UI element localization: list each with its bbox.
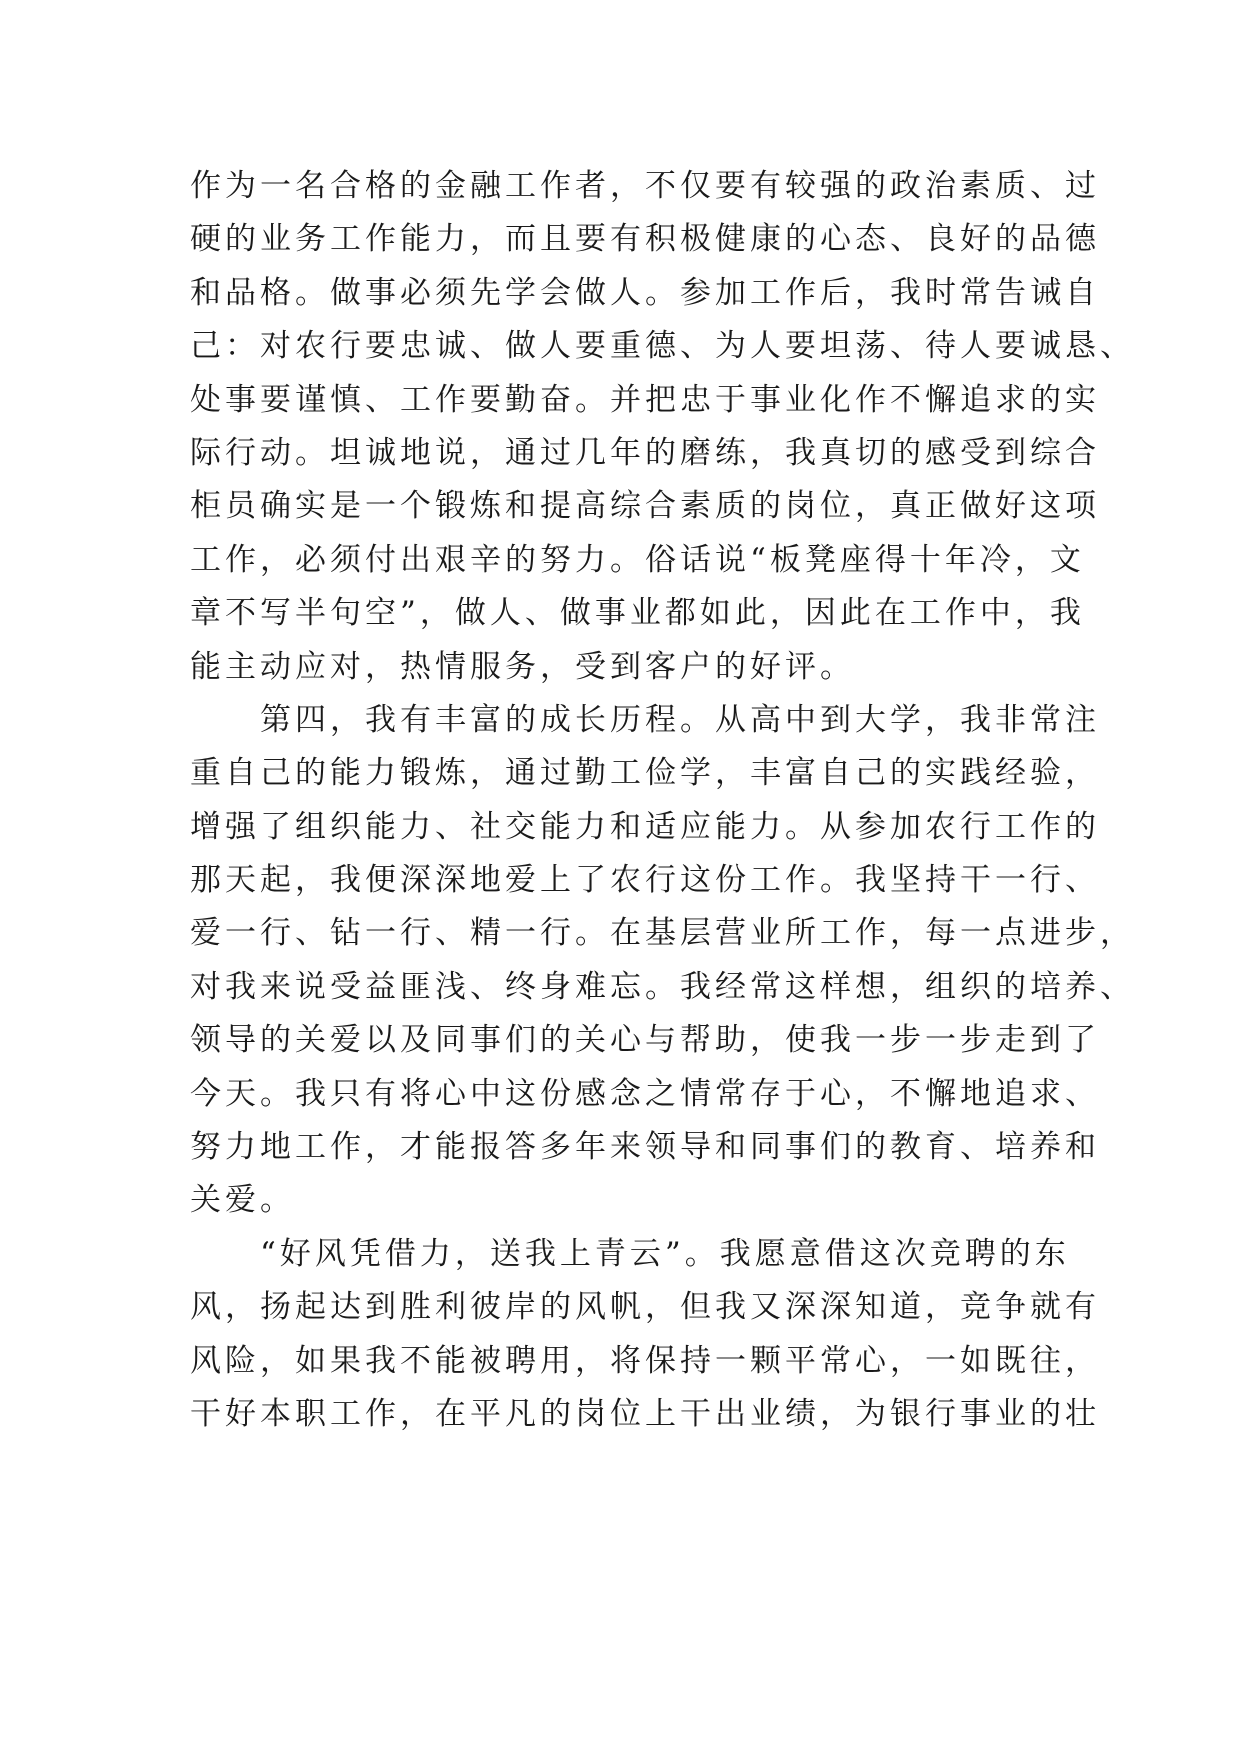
text-line: 和品格。做事必须先学会做人。参加工作后，我时常告诫自 bbox=[190, 274, 1100, 311]
text-line: 第四，我有丰富的成长历程。从高中到大学，我非常注 bbox=[190, 701, 1100, 738]
text-line: 己：对农行要忠诚、做人要重德、为人要坦荡、待人要诚恳、 bbox=[190, 328, 1135, 365]
text-line: 干好本职工作，在平凡的岗位上干出业绩，为银行事业的壮 bbox=[190, 1395, 1100, 1432]
text-line: 硬的业务工作能力，而且要有积极健康的心态、良好的品德 bbox=[190, 221, 1100, 258]
text-line: 工作，必须付出艰辛的努力。俗话说“板凳座得十年冷，文 bbox=[190, 541, 1085, 578]
text-line: 章不写半句空”，做人、做事业都如此，因此在工作中，我 bbox=[190, 595, 1085, 632]
text-line: 能主动应对，热情服务，受到客户的好评。 bbox=[190, 648, 855, 685]
text-line: 爱一行、钻一行、精一行。在基层营业所工作，每一点进步， bbox=[190, 915, 1135, 952]
text-line: 际行动。坦诚地说，通过几年的磨练，我真切的感受到综合 bbox=[190, 434, 1100, 471]
text-line: 努力地工作，才能报答多年来领导和同事们的教育、培养和 bbox=[190, 1129, 1100, 1166]
text-line: 风，扬起达到胜利彼岸的风帆，但我又深深知道，竞争就有 bbox=[190, 1289, 1100, 1326]
text-line: 对我来说受益匪浅、终身难忘。我经常这样想，组织的培养、 bbox=[190, 968, 1135, 1005]
text-line: “好风凭借力，送我上青云”。我愿意借这次竞聘的东 bbox=[190, 1235, 1070, 1272]
text-line: 重自己的能力锻炼，通过勤工俭学，丰富自己的实践经验， bbox=[190, 755, 1100, 792]
text-line: 增强了组织能力、社交能力和适应能力。从参加农行工作的 bbox=[190, 808, 1100, 845]
text-line: 今天。我只有将心中这份感念之情常存于心，不懈地追求、 bbox=[190, 1075, 1100, 1112]
text-line: 柜员确实是一个锻炼和提高综合素质的岗位，真正做好这项 bbox=[190, 488, 1100, 525]
text-line: 关爱。 bbox=[190, 1182, 295, 1219]
text-line: 领导的关爱以及同事们的关心与帮助，使我一步一步走到了 bbox=[190, 1022, 1100, 1059]
text-line: 那天起，我便深深地爱上了农行这份工作。我坚持干一行、 bbox=[190, 862, 1100, 899]
text-line: 风险，如果我不能被聘用，将保持一颗平常心，一如既往， bbox=[190, 1342, 1100, 1379]
document-body bbox=[190, 160, 1135, 1441]
text-line: 处事要谨慎、工作要勤奋。并把忠于事业化作不懈追求的实 bbox=[190, 381, 1100, 418]
text-line: 作为一名合格的金融工作者，不仅要有较强的政治素质、过 bbox=[190, 168, 1100, 204]
